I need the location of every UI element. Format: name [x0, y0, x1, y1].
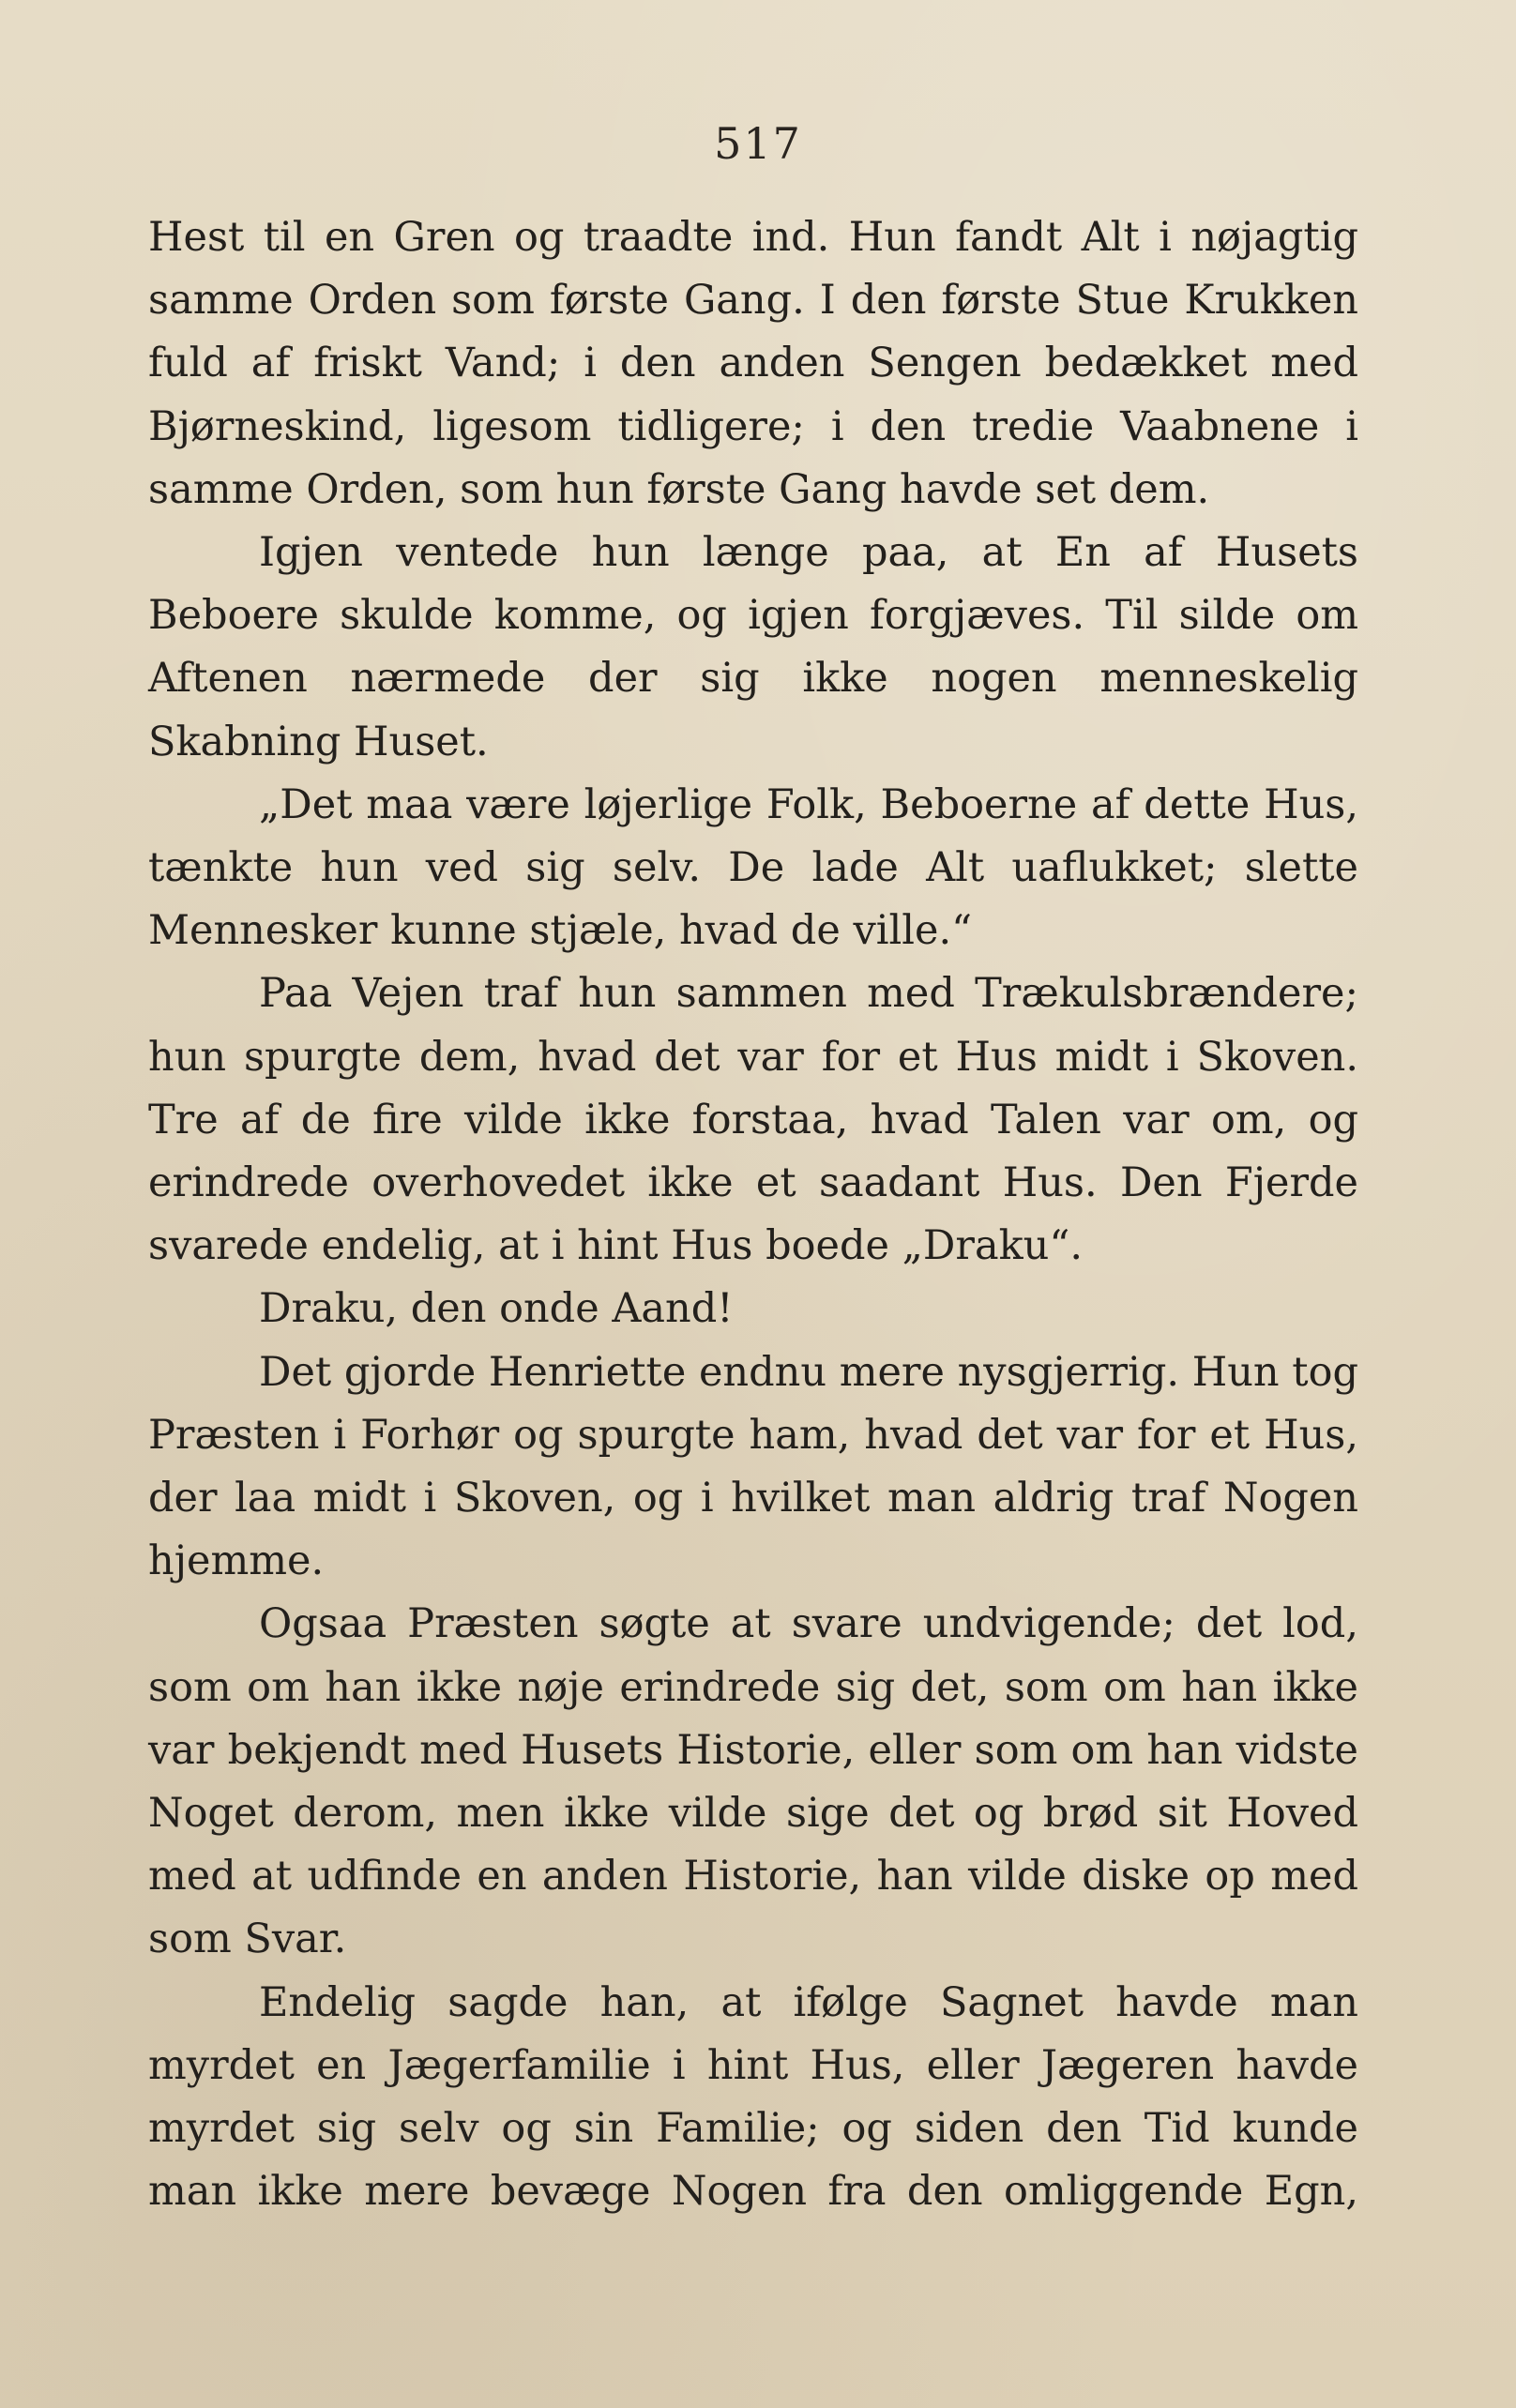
paragraph-7: Ogsaa Præsten søgte at svare undvigende; det lod, som om han ikke nøje erindrede sig det, som om han ikke var bekjendt med Husets Historie, eller som om han vidste Noget derom, men ikke vilde sige det og brød sit Hoved med at udfinde en anden Historie, han vilde diske op med som Svar. [148, 1600, 1358, 1963]
page-number: 517 [714, 118, 802, 169]
paragraph-4: Paa Vejen traf hun sammen med Trækulsbrændere; hun spurgte dem, hvad det var for et Hus midt i Skoven. Tre af de fire vilde ikke forstaa, hvad Talen var om, og erindrede overhovedet ikke et saadant Hus. Den Fjerde svarede endelig, at i hint Hus boede „Draku“. [148, 970, 1358, 1270]
paragraph-8: Endelig sagde han, at ifølge Sagnet havde man myrdet en Jægerfamilie i hint Hus, eller Jægeren havde myrdet sig selv og sin Familie; og siden den Tid kunde man ikke mere bevæge Nogen fra den omliggende Egn, [148, 1978, 1358, 2216]
paragraph-1: Hest til en Gren og traadte ind. Hun fandt Alt i nøjagtig samme Orden som første Gang. I den første Stue Krukken fuld af friskt Vand; i den anden Sengen bedækket med Bjørneskind, ligesom tidligere; i den tredie Vaabnene i samme Orden, som hun første Gang havde set dem. [148, 214, 1358, 513]
paragraph-2: Igjen ventede hun længe paa, at En af Husets Beboere skulde komme, og igjen forgjæves. Til silde om Aftenen nærmede der sig ikke nogen menneskelig Skabning Huset. [148, 529, 1358, 765]
paragraph-5: Draku, den onde Aand! [259, 1285, 734, 1333]
body-text [148, 206, 1358, 2224]
paragraph-6: Det gjorde Henriette endnu mere nysgjerrig. Hun tog Præsten i Forhør og spurgte ham, hvad det var for et Hus, der laa midt i Skoven, og i hvilket man aldrig traf Nogen hjemme. [148, 1348, 1358, 1585]
paragraph-3: „Det maa være løjerlige Folk, Beboerne af dette Hus, tænkte hun ved sig selv. De lade Alt uaflukket; slette Mennesker kunne stjæle, hvad de ville.“ [148, 780, 1358, 955]
